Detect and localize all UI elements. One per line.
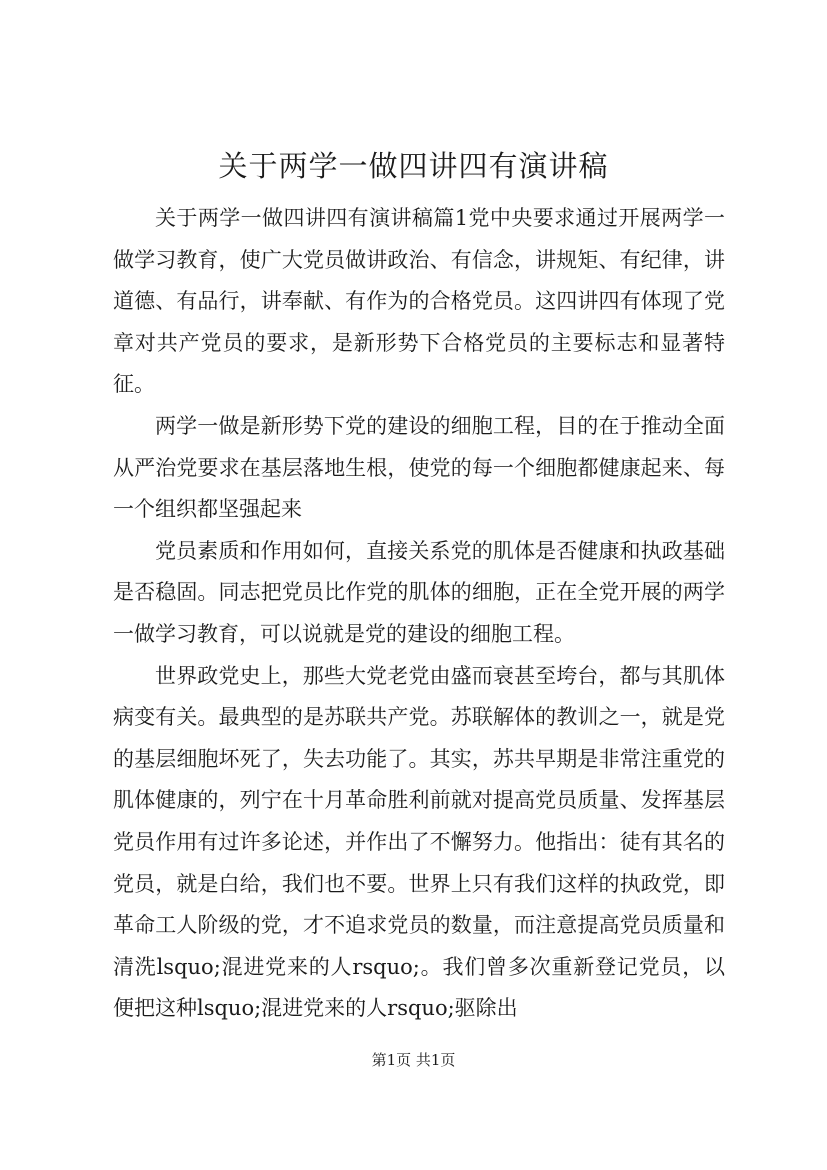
document-title: 关于两学一做四讲四有演讲稿 — [218, 149, 609, 183]
paragraph-1: 关于两学一做四讲四有演讲稿篇1党中央要求通过开展两学一做学习教育，使广大党员做讲政治、有信念，讲规矩、有纪律，讲道德、有品行，讲奉献、有作为的合格党员。这四讲四有体现了党章对共产党员的要求，是新形势下合格党员的主要标志和显著特征。 — [113, 206, 725, 397]
paragraph-4: 世界政党史上，那些大党老党由盛而衰甚至垮台，都与其肌体病变有关。最典型的是苏联共产党。苏联解体的教训之一，就是党的基层细胞坏死了，失去功能了。其实，苏共早期是非常注重党的肌体健康的，列宁在十月革命胜利前就对提高党员质量、发挥基层党员作用有过许多论述，并作出了不懈努力。他指出：徒有其名的党员，就是白给，我们也不要。世界上只有我们这样的执政党，即革命工人阶级的党，才不追求党员的数量，而注意提高党员质量和清洗lsquo;混进党来的人rsquo;。我们曾多次重新登记党员，以便把这种lsquo;混进党来的人rsquo;驱除出 — [113, 663, 725, 1021]
paragraph-2: 两学一做是新形势下党的建设的细胞工程，目的在于推动全面从严治党要求在基层落地生根，使党的每一个细胞都健康起来、每一个组织都坚强起来 — [113, 413, 725, 522]
document-body — [113, 198, 725, 1030]
page-number-footer: 第1页 共1页 — [371, 1051, 456, 1069]
paragraph-3: 党员素质和作用如何，直接关系党的肌体是否健康和执政基础是否稳固。同志把党员比作党的肌体的细胞，正在全党开展的两学一做学习教育，可以说就是党的建设的细胞工程。 — [113, 538, 725, 646]
